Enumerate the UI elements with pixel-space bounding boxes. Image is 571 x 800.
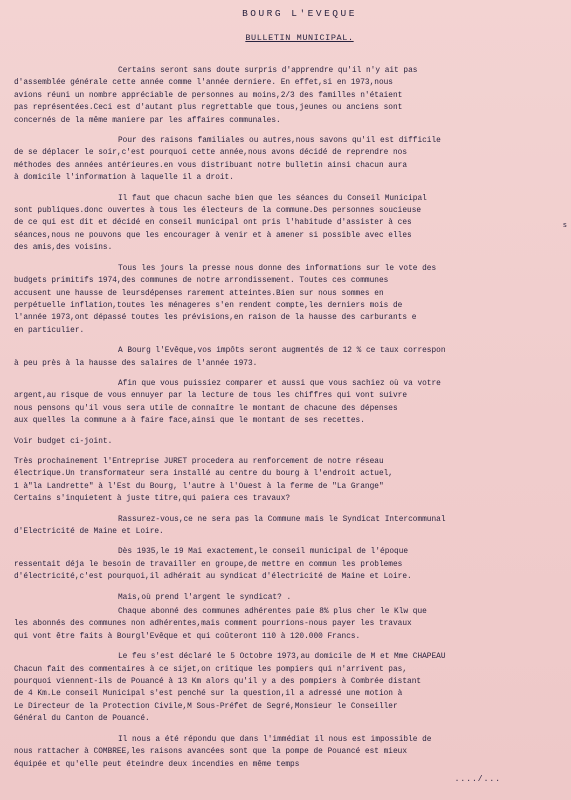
text-line: équipée et qu'elle peut éteindre deux incendies en même temps bbox=[14, 760, 300, 769]
text-line: de ce qui est dit et décidé en conseil municipal ont pris l'habitude d'assister à ces bbox=[14, 219, 412, 228]
text-line: argent,au risque de vous ennuyer par la lecture de tous les chiffres qui vont suivre bbox=[14, 392, 408, 401]
text-line: Dès 1935,le 19 Mai exactement,le conseil municipal de l'époque bbox=[118, 548, 409, 557]
text-line: budgets primitifs 1974,des communes de notre arrondissement. Toutes ces communes bbox=[14, 277, 389, 286]
text-line: avions réuni un nombre appréciable de personnes au moins,2/3 des familles n'étaient bbox=[14, 91, 403, 100]
bulletin-heading: BULLETIN MUNICIPAL. bbox=[245, 33, 354, 43]
paragraph bbox=[14, 734, 545, 771]
text-line: d'électricité,c'est pourquoi,il adhérait au syndicat d'électricité de Maine et Loire. bbox=[14, 573, 412, 582]
text-line: Voir budget ci-joint. bbox=[14, 437, 113, 446]
text-line: de se déplacer le soir,c'est pourquoi cette année,nous avons décidé de reprendre nos bbox=[14, 149, 408, 158]
text-line: l'année 1973,ont dépassé toutes les prévisions,en raison de la hausse des carburants e bbox=[14, 314, 417, 323]
text-line: électrique.Un transformateur sera installé au centre du bourg à l'endroit actuel, bbox=[14, 470, 393, 479]
paragraph bbox=[14, 65, 545, 127]
text-line: qui vont être faits à Bourgl'Evêque et qui coûteront 110 à 120.000 Francs. bbox=[14, 632, 361, 641]
paragraph bbox=[14, 135, 545, 185]
text-line: accusent une hausse de leursdépenses rarement atteintes.Bien sur nous sommes en bbox=[14, 289, 384, 298]
paragraph bbox=[14, 436, 545, 448]
bulletin-body bbox=[14, 65, 545, 771]
text-line: d'assemblée générale cette année comme l'année derniere. En effet,si en 1973,nous bbox=[14, 79, 393, 88]
text-line: Chaque abonné des communes adhérentes paie 8% plus cher le Klw que bbox=[118, 608, 427, 617]
text-line: 1 à"la Landrette" à l'Est du Bourg, l'autre à l'Ouest à la ferme de "La Grange" bbox=[14, 482, 384, 491]
text-line: d'Electricité de Maine et Loire. bbox=[14, 528, 164, 536]
text-line: à peu près à la hausse des salaires de l'année 1973. bbox=[14, 359, 258, 368]
text-line: de 4 Km.Le conseil Municipal s'est penché sur la question,il a adressé une motion à bbox=[14, 690, 403, 699]
paragraph bbox=[14, 514, 545, 539]
text-line: des amis,des voisins. bbox=[14, 244, 113, 253]
paragraph bbox=[14, 263, 545, 337]
paragraph bbox=[14, 651, 545, 725]
text-line: Rassurez-vous,ce ne sera pas la Commune mais le Syndicat Intercommunal bbox=[118, 515, 446, 524]
town-title: BOURG L'EVEQUE bbox=[242, 8, 357, 19]
text-line: Tous les jours la presse nous donne des informations sur le vote des bbox=[118, 264, 437, 273]
paragraph bbox=[14, 546, 545, 583]
continuation-mark: ..../... bbox=[454, 775, 501, 784]
paragraph bbox=[14, 606, 545, 643]
text-line: concernés de la même maniere par les affaires communales. bbox=[14, 116, 281, 125]
paragraph bbox=[14, 456, 545, 506]
text-line: nous rattacher à COMBREE,les raisons avancées sont que la pompe de Pouancé est mieux bbox=[14, 748, 408, 757]
text-line: les abonnés des communes non adhérentes,mais comment pourrions-nous payer les travaux bbox=[14, 620, 412, 629]
text-line: à domicile l'information à laquelle il a droit. bbox=[14, 174, 234, 183]
text-line: Certains s'inquietent à juste titre,qui paiera ces travaux? bbox=[14, 495, 291, 504]
paragraph bbox=[14, 592, 545, 604]
text-line: sont publiques.donc ouvertes à tous les électeurs de la commune.Des personnes soucieuse bbox=[14, 207, 422, 216]
text-line: séances,nous ne pouvons que les encourager à venir et à amener si possible avec elles bbox=[14, 231, 412, 240]
text-line: Le Directeur de la Protection Civile,M Sous-Préfet de Segré,Monsieur le Conseiller bbox=[14, 702, 398, 711]
text-line: Général du Canton de Pouancé. bbox=[14, 715, 150, 724]
text-line: Il faut que chacun sache bien que les séances du Conseil Municipal bbox=[118, 194, 427, 203]
text-line: méthodes des années antérieures.en vous distribuant notre bulletin ainsi chacun aura bbox=[14, 161, 408, 170]
text-line: Il nous a été répondu que dans l'immédiat il nous est impossible de bbox=[118, 735, 432, 744]
text-line: pas représentées.Ceci est d'autant plus regrettable que tous,jeunes ou anciens sont bbox=[14, 104, 403, 113]
text-line: A Bourg l'Evêque,vos impôts seront augmentés de 12 % ce taux correspon bbox=[118, 347, 446, 356]
text-line: Afin que vous puissiez comparer et aussi que vous sachiez où va votre bbox=[118, 379, 441, 388]
text-line: Très prochainement l'Entreprise JURET procedera au renforcement de notre réseau bbox=[14, 457, 384, 466]
text-line: Mais,où prend l'argent le syndicat? . bbox=[118, 593, 292, 602]
margin-mark: s bbox=[562, 222, 567, 230]
text-line: nous pensons qu'il vous sera utile de connaître le montant de chacune des dépenses bbox=[14, 404, 398, 413]
paragraph bbox=[14, 193, 545, 255]
text-line: Certains seront sans doute surpris d'apprendre qu'il n'y ait pas bbox=[118, 67, 418, 75]
paragraph bbox=[14, 378, 545, 428]
text-line: Chacun fait des commentaires à ce sijet,on critique les pompiers qui n'arrivent pas, bbox=[14, 665, 408, 674]
text-line: aux quelles la commune a à faire face,ainsi que le montant de ses recettes. bbox=[14, 417, 365, 426]
text-line: Pour des raisons familiales ou autres,nous savons qu'il est difficile bbox=[118, 137, 441, 146]
paragraph bbox=[14, 345, 545, 370]
text-line: en particulier. bbox=[14, 326, 85, 335]
text-line: pourquoi viennent-ils de Pouancé à 13 Km alors qu'il y a des pompiers à Combrée distant bbox=[14, 678, 422, 687]
text-line: ressentait déja le besoin de travailler en groupe,de mettre en commun les problemes bbox=[14, 560, 403, 569]
text-line: perpétuelle inflation,toutes les ménageres s'en rendent compte,les derniers mois de bbox=[14, 301, 403, 310]
text-line: Le feu s'est déclaré le 5 Octobre 1973,au domicile de M et Mme CHAPEAU bbox=[118, 653, 446, 662]
